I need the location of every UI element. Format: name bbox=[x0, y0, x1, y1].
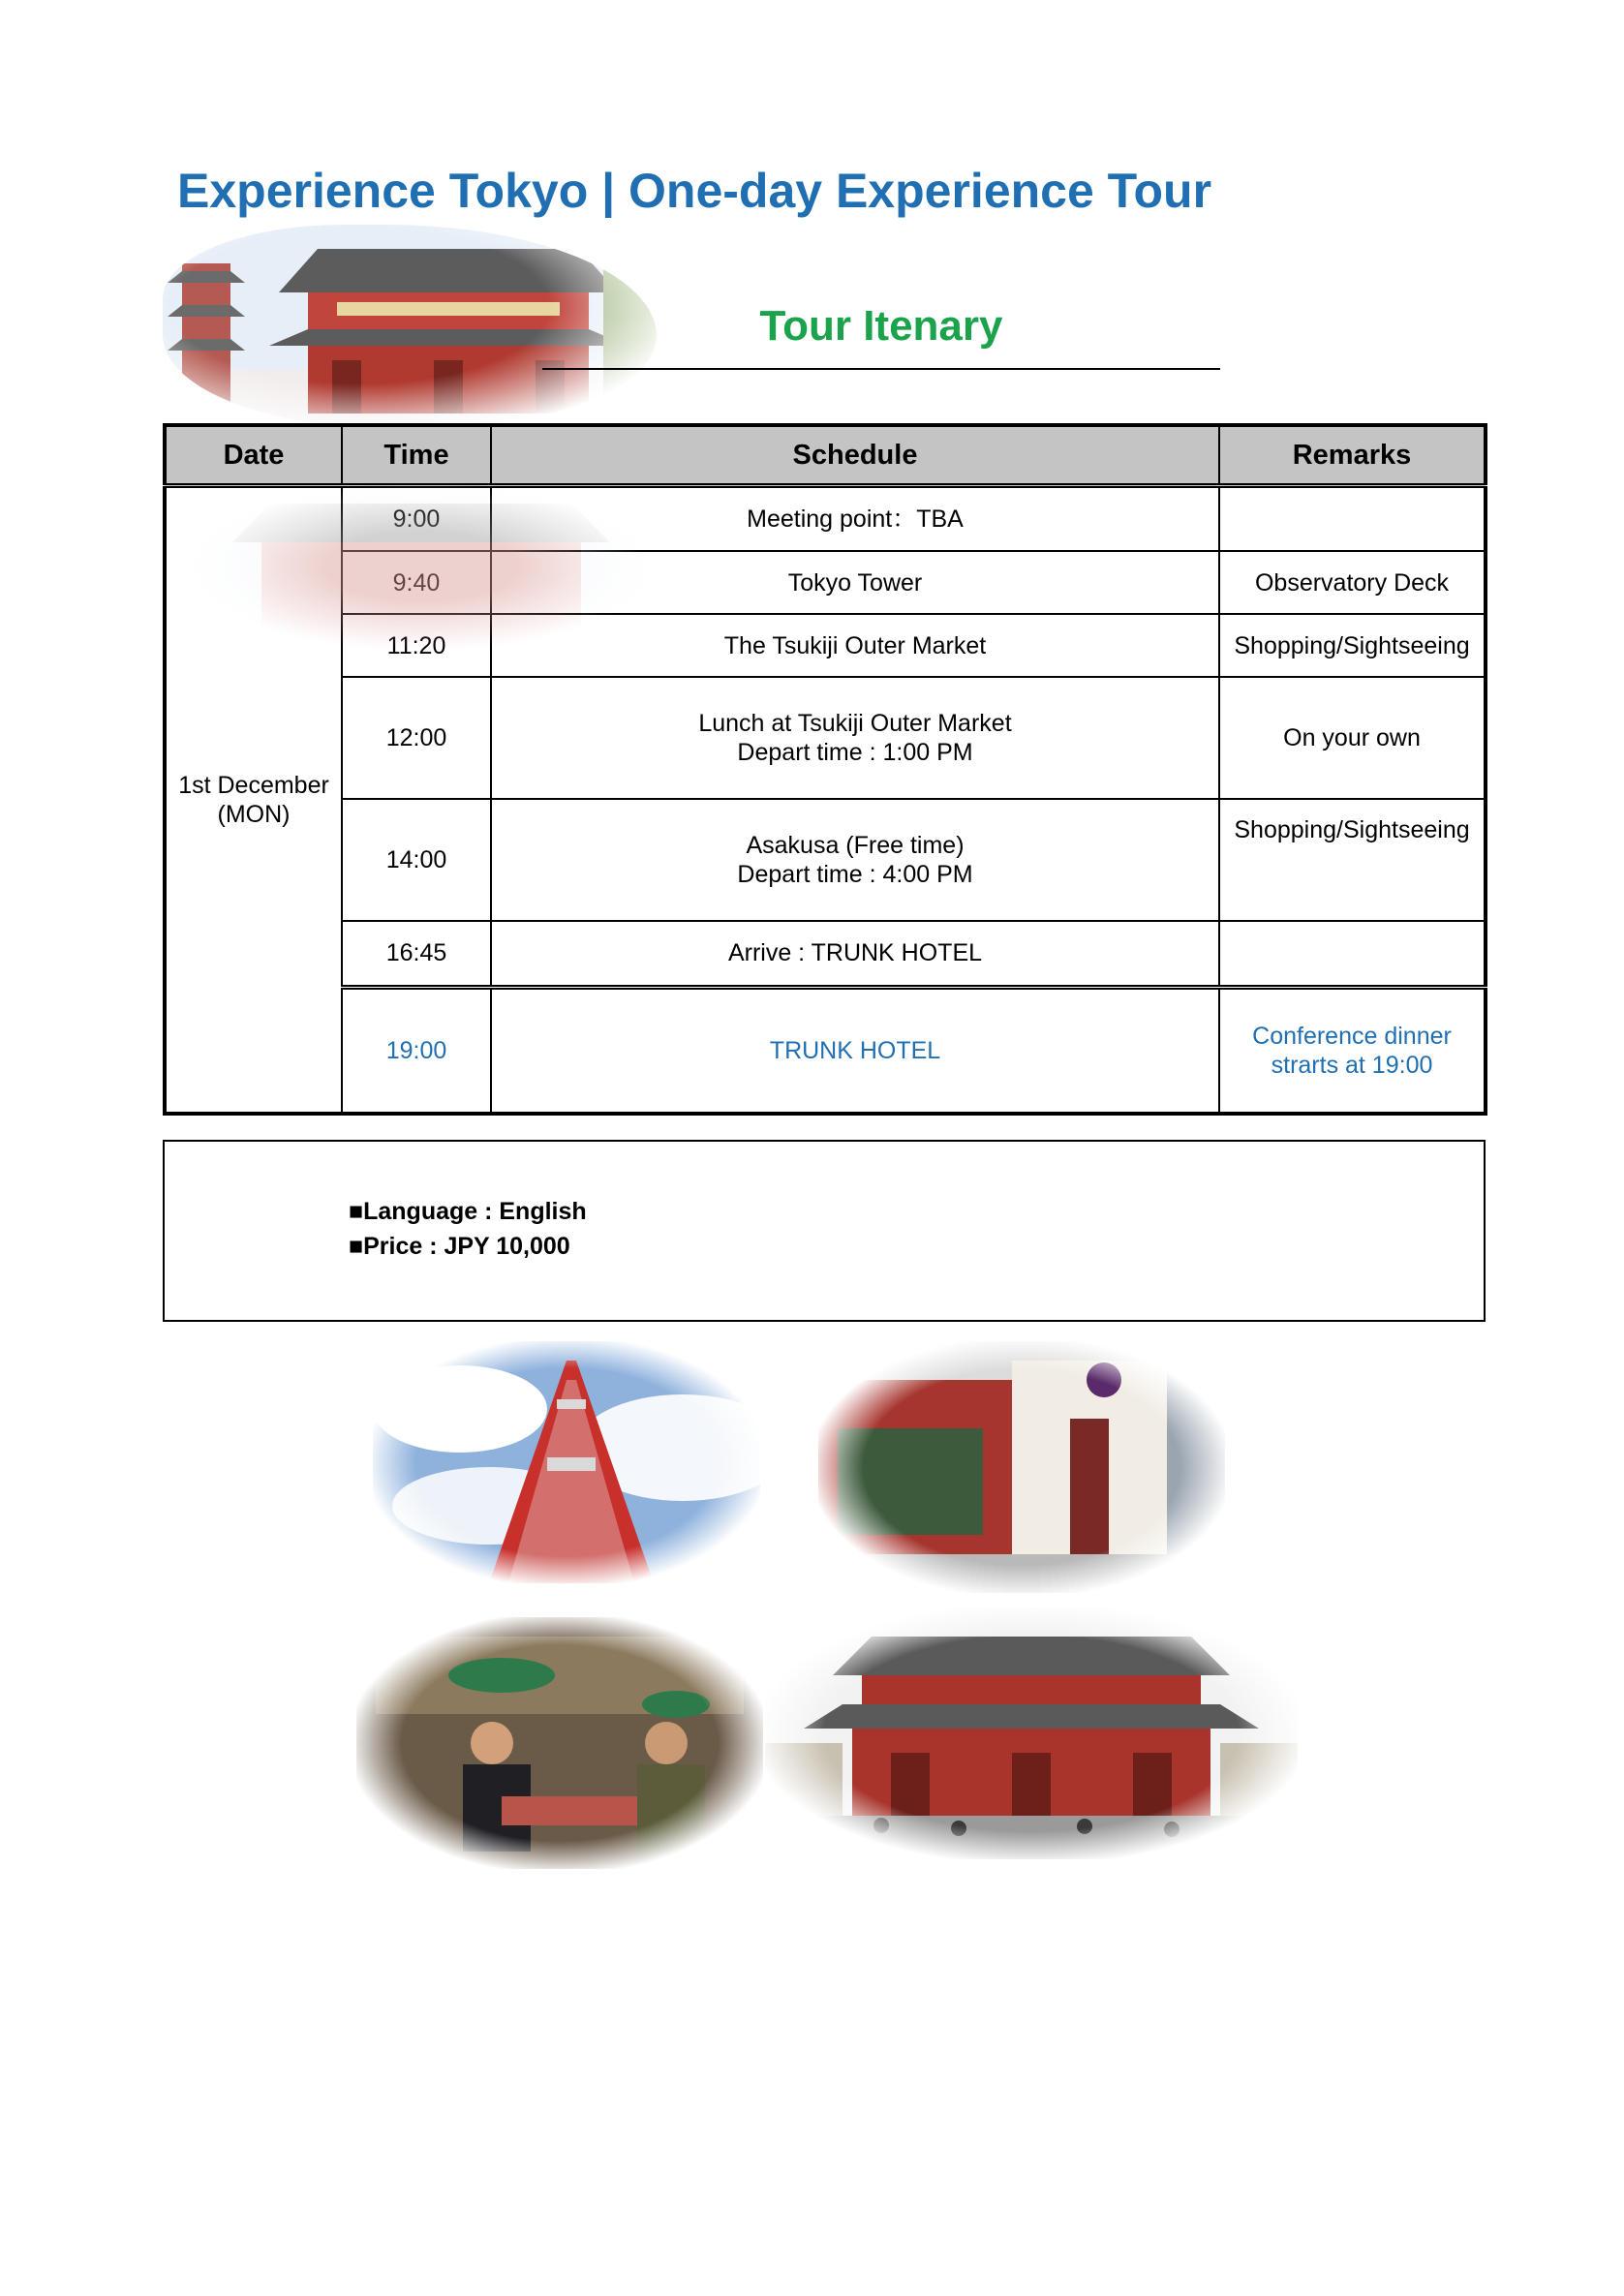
asakusa-gate-photo bbox=[765, 1607, 1298, 1859]
schedule-cell bbox=[491, 921, 1219, 987]
schedule-text: The Tsukiji Outer Market bbox=[723, 631, 987, 659]
language-info: ■Language : English bbox=[349, 1198, 587, 1225]
time-cell: 16:45 bbox=[342, 921, 491, 987]
remarks-cell bbox=[1219, 486, 1486, 552]
time-cell: 19:00 bbox=[342, 987, 491, 1114]
table-header-row bbox=[165, 425, 1486, 486]
remarks-text: Observatory Deck bbox=[1254, 568, 1450, 597]
schedule-cell bbox=[491, 987, 1219, 1114]
schedule-cell bbox=[491, 614, 1219, 677]
date-weekday: (MON) bbox=[217, 801, 291, 828]
header-schedule: Schedule bbox=[491, 425, 1219, 486]
remarks-cell bbox=[1219, 799, 1486, 921]
section-divider bbox=[542, 368, 1220, 370]
tokyo-tower-photo bbox=[373, 1341, 760, 1583]
section-title: Tour Itenary bbox=[759, 302, 1003, 350]
header-date: Date bbox=[165, 425, 342, 486]
schedule-subtext: Depart time : 4:00 PM bbox=[737, 861, 973, 889]
table-row bbox=[165, 486, 1486, 552]
table-row bbox=[165, 921, 1486, 987]
price-info: ■Price : JPY 10,000 bbox=[349, 1233, 570, 1260]
time-cell: 14:00 bbox=[342, 799, 491, 921]
time-cell: 12:00 bbox=[342, 677, 491, 799]
remarks-text: Shopping/Sightseeing bbox=[1234, 816, 1470, 844]
table-row bbox=[165, 677, 1486, 799]
date-cell bbox=[165, 486, 342, 1115]
schedule-text: Asakusa (Free time) bbox=[746, 832, 965, 860]
remarks-cell bbox=[1219, 987, 1486, 1114]
table-row bbox=[165, 551, 1486, 614]
itinerary-table bbox=[163, 423, 1487, 1116]
schedule-cell bbox=[491, 677, 1219, 799]
remarks-cell bbox=[1219, 677, 1486, 799]
remarks-cell bbox=[1219, 614, 1486, 677]
schedule-subtext: Depart time : 1:00 PM bbox=[737, 739, 973, 767]
page-title: Experience Tokyo | One-day Experience Tour bbox=[177, 164, 1212, 218]
table-row bbox=[165, 799, 1486, 921]
header-remarks: Remarks bbox=[1219, 425, 1486, 486]
remarks-text: On your own bbox=[1283, 724, 1421, 752]
remarks-cell bbox=[1219, 921, 1486, 987]
schedule-text: Tokyo Tower bbox=[787, 568, 923, 597]
remarks-cell bbox=[1219, 551, 1486, 614]
schedule-cell bbox=[491, 799, 1219, 921]
kabukiza-theater-photo bbox=[818, 1341, 1225, 1593]
table-row bbox=[165, 614, 1486, 677]
schedule-text: Meeting point：TBA bbox=[747, 505, 964, 534]
schedule-text: Lunch at Tsukiji Outer Market bbox=[698, 710, 1012, 738]
schedule-cell bbox=[491, 486, 1219, 552]
remarks-text: Conference dinner bbox=[1252, 1022, 1452, 1050]
header-time: Time bbox=[342, 425, 491, 486]
schedule-text: Arrive : TRUNK HOTEL bbox=[727, 939, 983, 967]
time-cell: 9:00 bbox=[342, 486, 491, 552]
tour-info-box bbox=[163, 1140, 1486, 1322]
schedule-cell bbox=[491, 551, 1219, 614]
date-day: 1st December bbox=[178, 772, 329, 799]
schedule-text: TRUNK HOTEL bbox=[769, 1036, 941, 1064]
table-row bbox=[165, 987, 1486, 1114]
remarks-subtext: strarts at 19:00 bbox=[1271, 1051, 1433, 1079]
time-cell: 9:40 bbox=[342, 551, 491, 614]
time-cell: 11:20 bbox=[342, 614, 491, 677]
tsukiji-market-photo bbox=[356, 1617, 763, 1869]
remarks-text: Shopping/Sightseeing bbox=[1234, 631, 1470, 659]
